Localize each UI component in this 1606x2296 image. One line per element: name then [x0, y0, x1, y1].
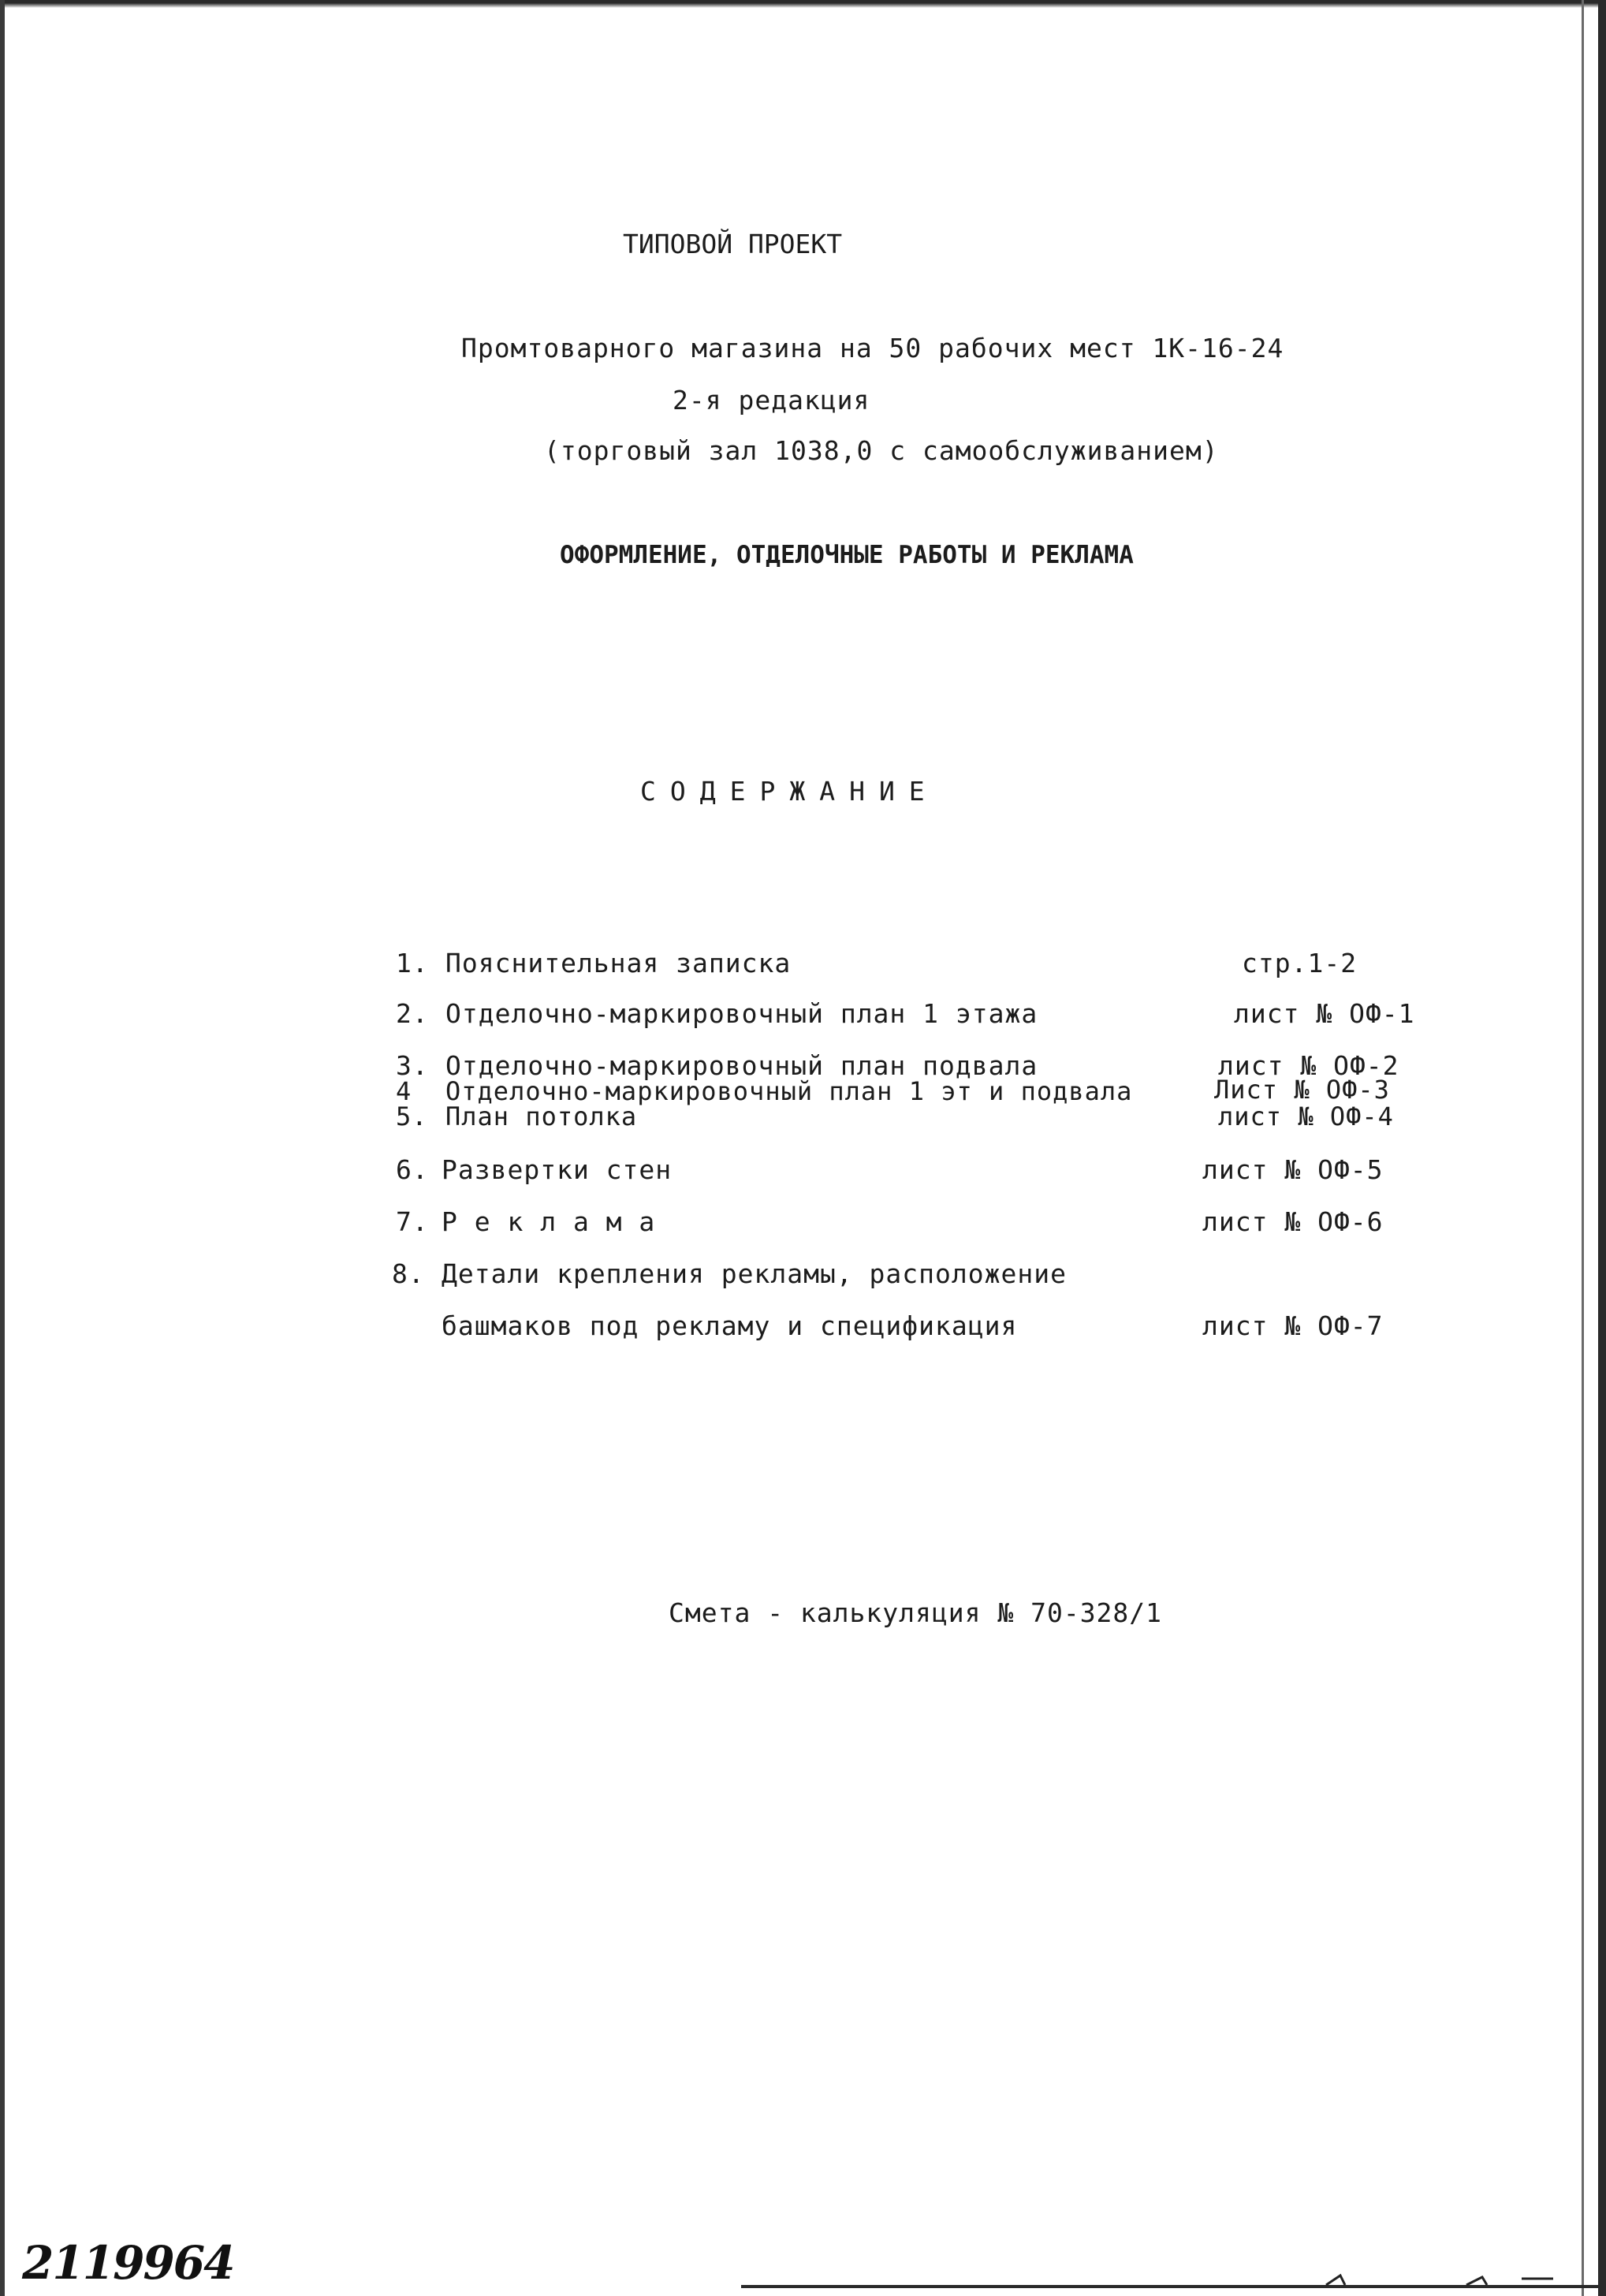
- toc-page-ref: лист № ОФ-5: [1202, 1154, 1384, 1185]
- scan-edge-right-inner: [1582, 0, 1584, 2296]
- toc-text: Детали крепления рекламы, расположение: [442, 1258, 1067, 1289]
- toc-text: Пояснительная записка: [445, 948, 792, 978]
- bottom-scribble-marks: [1325, 2272, 1561, 2288]
- toc-text: Развертки стен: [442, 1154, 673, 1185]
- toc-page-ref: лист № ОФ-4: [1218, 1101, 1394, 1131]
- scan-edge-top: [0, 0, 1606, 8]
- estimate-line: Смета - калькуляция № 70-328/1: [669, 1597, 1163, 1628]
- handwritten-inventory-number: 2119964: [22, 2236, 234, 2290]
- edition-line: 2-я редакция: [673, 385, 870, 416]
- toc-page-ref: лист № ОФ-7: [1202, 1310, 1384, 1341]
- toc-number: 6.: [396, 1154, 429, 1185]
- toc-number: 4: [396, 1076, 412, 1106]
- toc-text: Р е к л а м а: [442, 1206, 656, 1237]
- contents-heading: СОДЕРЖАНИЕ: [640, 776, 939, 807]
- scan-edge-left: [0, 0, 5, 2296]
- toc-text: Отделочно-маркировочный план подвала: [445, 1050, 1038, 1081]
- toc-page-ref: лист № ОФ-6: [1202, 1206, 1384, 1237]
- section-title: ОФОРМЛЕНИЕ, ОТДЕЛОЧНЫЕ РАБОТЫ И РЕКЛАМА: [560, 541, 1134, 569]
- toc-page-ref: лист № ОФ-1: [1234, 998, 1415, 1029]
- toc-number: 7.: [396, 1206, 429, 1237]
- toc-number: 5.: [396, 1101, 428, 1131]
- toc-number: 8.: [392, 1258, 425, 1289]
- toc-text: башмаков под рекламу и спецификация: [442, 1310, 1018, 1341]
- scan-edge-right: [1598, 0, 1606, 2296]
- toc-page-ref: стр.1-2: [1242, 948, 1358, 978]
- hall-line: (торговый зал 1038,0 с самообслуживанием): [544, 435, 1219, 466]
- toc-number: 1.: [396, 948, 429, 978]
- toc-page-ref: лист № ОФ-2: [1218, 1050, 1399, 1081]
- toc-text: Отделочно-маркировочный план 1 эт и подвала: [445, 1076, 1133, 1106]
- toc-page-ref: Лист № ОФ-3: [1214, 1075, 1390, 1105]
- toc-number: 3.: [396, 1050, 429, 1081]
- toc-text: План потолка: [445, 1101, 638, 1131]
- toc-number: 2.: [396, 998, 429, 1029]
- project-line: Промтоварного магазина на 50 рабочих мест 1К-16-24: [461, 333, 1284, 363]
- toc-text: Отделочно-маркировочный план 1 этажа: [445, 998, 1038, 1029]
- document-title: ТИПОВОЙ ПРОЕКТ: [623, 229, 843, 259]
